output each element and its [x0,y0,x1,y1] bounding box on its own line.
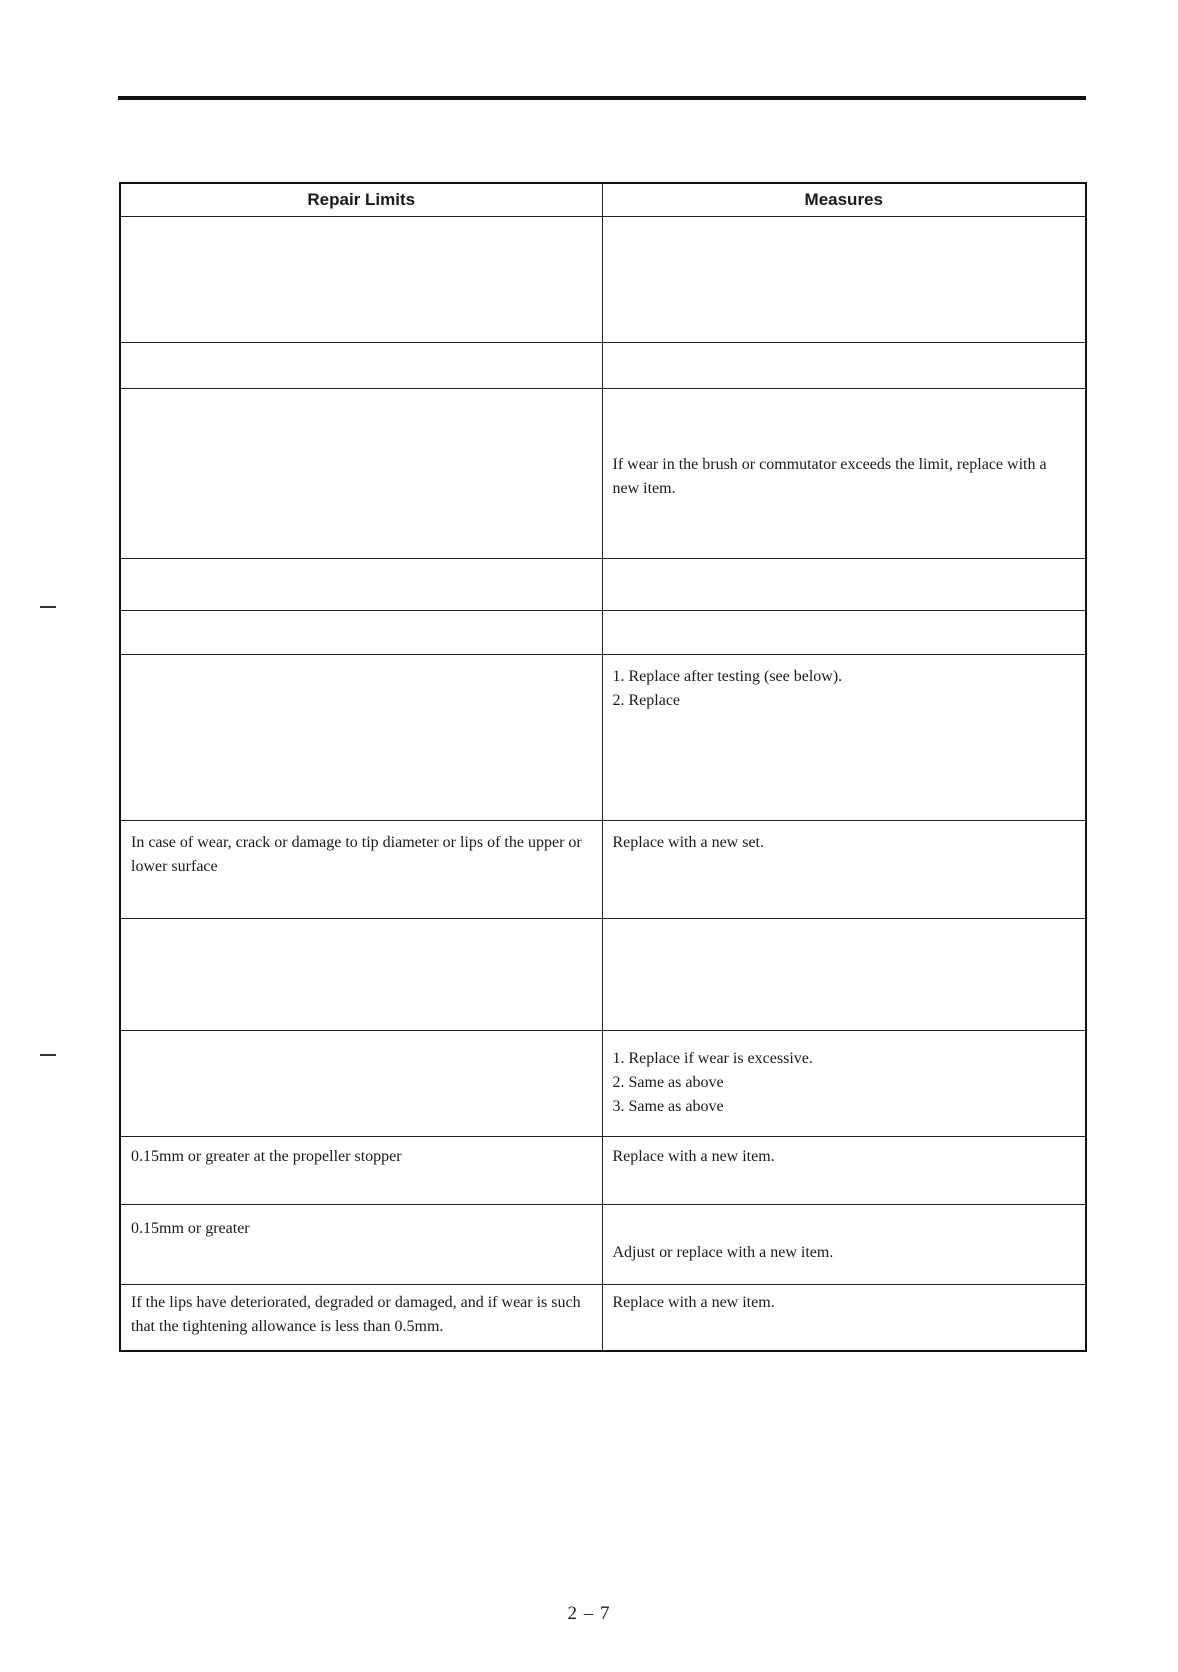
repair-limit-cell [120,559,602,611]
top-rule [118,96,1086,100]
repair-limit-cell [120,1137,602,1205]
measures-cell [602,919,1086,1031]
measure-list [613,1047,1076,1119]
measures-cell [602,1205,1086,1285]
table-row [120,611,1086,655]
table-row [120,655,1086,821]
table-header-row [120,183,1086,217]
measures-cell [602,559,1086,611]
table-row [120,919,1086,1031]
repair-limit-cell [120,919,602,1031]
measures-cell [602,821,1086,919]
repair-limits-table [119,182,1087,1352]
repair-limit-text: If the lips have deteriorated, degraded or damaged, and if wear is such that the tightening allowance is less than 0.5mm. [131,1294,581,1335]
repair-limit-text: 0.15mm or greater at the propeller stopper [131,1148,402,1165]
margin-mark [40,1054,56,1056]
table-row [120,217,1086,343]
measures-cell [602,343,1086,389]
header-repair-limits: Repair Limits [120,183,602,217]
table-row [120,343,1086,389]
measure-text: Replace with a new item. [612,1148,775,1165]
repair-limit-text: 0.15mm or greater [131,1220,250,1237]
table-row [120,1031,1086,1137]
measure-item: 1. Replace after testing (see below). [612,668,843,685]
measure-item: 2. Replace [612,692,681,709]
repair-limit-text: In case of wear, crack or damage to tip diameter or lips of the upper or lower surface [131,834,582,875]
header-measures: Measures [602,183,1086,217]
repair-limit-cell [120,343,602,389]
table-row [120,559,1086,611]
measures-cell [602,1137,1086,1205]
measures-cell [602,389,1086,559]
measures-cell [602,655,1086,821]
table-row [120,1137,1086,1205]
measures-cell [602,217,1086,343]
margin-mark [40,606,56,608]
page-number: 2 – 7 [567,1603,611,1624]
measure-text: Replace with a new set. [612,834,764,851]
measure-item: 3. Same as above [612,1098,724,1115]
measure-item: 2. Same as above [612,1074,724,1091]
measures-cell [602,1285,1086,1351]
measure-list [613,665,1076,713]
repair-limit-cell [120,821,602,919]
table-row [120,389,1086,559]
measure-text: Adjust or replace with a new item. [612,1244,834,1261]
repair-limit-cell [120,217,602,343]
measure-text: If wear in the brush or commutator exceeds the limit, replace with a new item. [612,456,1047,497]
measures-cell [602,1031,1086,1137]
measure-text: Replace with a new item. [612,1294,775,1311]
repair-limit-cell [120,1031,602,1137]
repair-limit-cell [120,655,602,821]
repair-limit-cell [120,1285,602,1351]
table-row [120,1205,1086,1285]
table-row [120,1285,1086,1351]
measures-cell [602,611,1086,655]
measure-item: 1. Replace if wear is excessive. [612,1050,813,1067]
repair-limit-cell [120,1205,602,1285]
repair-limit-cell [120,389,602,559]
table-row [120,821,1086,919]
repair-limit-cell [120,611,602,655]
